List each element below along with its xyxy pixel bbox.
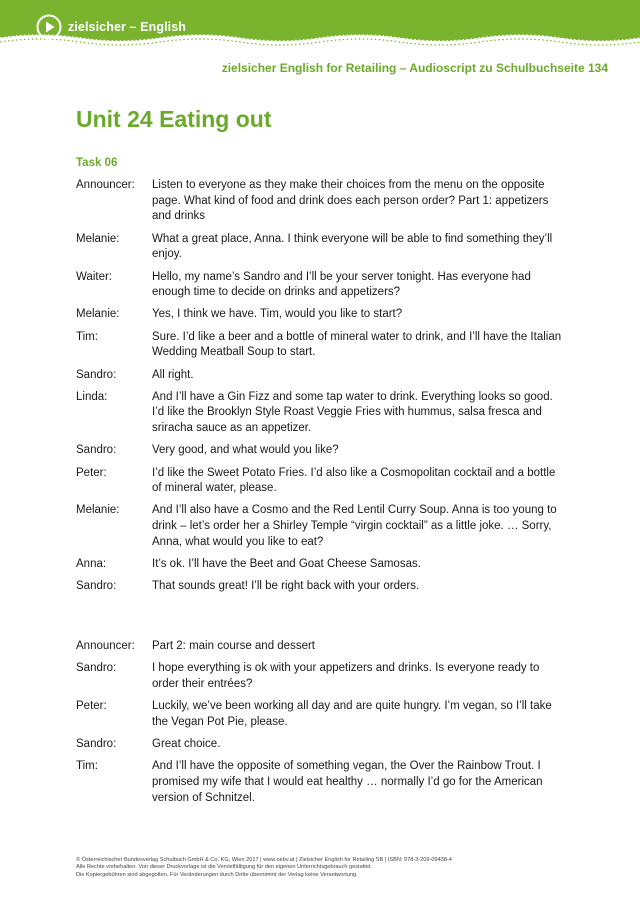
speaker-name: Sandro:: [76, 662, 117, 675]
speaker-name: Announcer:: [76, 179, 135, 191]
speaker-name: Melanie:: [76, 504, 120, 517]
dialogue-line: [76, 503, 566, 550]
dialogue-line: [76, 368, 566, 384]
logo: [36, 14, 186, 40]
speaker-name: Peter:: [76, 466, 107, 479]
speaker-text: Luckily, we’ve been working all day and are quite hungry. I’m vegan, so I’ll take the Vegan Pot Pie, please.: [152, 700, 552, 728]
header-banner: [0, 0, 640, 46]
footer-line: © Österreichischer Bundesverlag Schulbuch GmbH & Co. KG, Wien 2017 | www.oebv.at | Zielsicher English for Retailing SB | ISBN: 978-3-209-09438-4: [76, 857, 452, 863]
speaker-name: Sandro:: [76, 444, 117, 457]
speaker-name: Sandro:: [76, 368, 117, 381]
speaker-text: And I’ll have the opposite of something vegan, the Over the Rainbow Trout. I promised my wife that I would eat healthy … normally I’d go for the American version of Schnitzel.: [152, 760, 543, 804]
page-title: Unit 24 Eating out: [76, 106, 272, 132]
speaker-text: I’d like the Sweet Potato Fries. I’d also like a Cosmopolitan cocktail and a bottle of mineral water, please.: [152, 466, 556, 495]
speaker-text: Yes, I think we have. Tim, would you like to start?: [152, 308, 403, 321]
speaker-text: That sounds great! I’ll be right back with your orders.: [152, 580, 420, 593]
play-icon: [36, 14, 62, 40]
brand-name: zielsicher – English: [68, 20, 187, 34]
dialogue-line: [76, 579, 566, 595]
speaker-name: Waiter:: [76, 270, 112, 283]
dialogue-line: [76, 330, 566, 361]
dialogue-line: [76, 270, 566, 301]
speaker-name: Melanie:: [76, 308, 120, 321]
speaker-name: Anna:: [76, 558, 107, 571]
speaker-text: Part 2: main course and dessert: [152, 639, 315, 652]
dialogue-line: [76, 232, 566, 263]
speaker-text: Listen to everyone as they make their choices from the menu on the opposite page. What kind of food and drink does each person order? Part 1: appetizers and drinks: [152, 179, 549, 223]
speaker-text: Hello, my name’s Sandro and I’ll be your server tonight. Has everyone had enough time to decide on drinks and appetizers?: [152, 270, 531, 299]
speaker-text: And I’ll have a Gin Fizz and some tap water to drink. Everything looks so good. I’d like the Brooklyn Style Roast Veggie Fries with hummus, salsa fresca and sriracha sauce as an appetizer.: [152, 390, 553, 435]
speaker-name: Tim:: [76, 330, 98, 343]
dialogue: [76, 178, 566, 813]
speaker-text: Very good, and what would you like?: [152, 444, 339, 457]
speaker-name: Peter:: [76, 700, 107, 713]
speaker-name: Announcer:: [76, 639, 135, 652]
speaker-name: Melanie:: [76, 232, 120, 245]
speaker-text: And I’ll also have a Cosmo and the Red Lentil Curry Soup. Anna is too young to drink – let’s order her a Shirley Temple “virgin cocktail” as a little joke. … Sorry, Anna, what would you like to eat?: [152, 504, 557, 548]
dialogue-line: [76, 390, 566, 437]
speaker-text: All right.: [152, 368, 194, 381]
speaker-text: I hope everything is ok with your appetizers and drinks. Is everyone ready to order their entrées?: [152, 662, 540, 690]
speaker-name: Tim:: [76, 760, 98, 773]
footer-line: Die Kopiergebühren sind abgegolten. Für Veränderungen durch Dritte übernimmt der Verlag keine Verantwortung.: [76, 871, 358, 878]
dialogue-line: [76, 557, 566, 573]
dialogue-line: [76, 639, 566, 655]
dialogue-line: [76, 466, 566, 497]
dialogue-line: [76, 699, 566, 730]
speaker-text: What a great place, Anna. I think everyone will be able to find something they’ll enjoy.: [152, 232, 553, 261]
task-label: Task 06: [76, 157, 118, 169]
speaker-text: It’s ok. I’ll have the Beet and Goat Cheese Samosas.: [152, 558, 421, 571]
speaker-name: Sandro:: [76, 580, 117, 593]
dialogue-line: [76, 178, 566, 225]
dialogue-line: [76, 443, 566, 459]
page-subtitle: zielsicher English for Retailing – Audioscript zu Schulbuchseite 134: [221, 61, 608, 75]
footer: [76, 857, 596, 879]
dialogue-line: [76, 307, 566, 323]
dialogue-line: [76, 661, 566, 692]
dialogue-line: [76, 759, 566, 806]
footer-line: Alle Rechte vorbehalten. Von dieser Druckvorlage ist die Vervielfältigung für den eigenen Unterrichtsgebrauch gestattet.: [76, 864, 373, 871]
speaker-name: Linda:: [76, 390, 108, 403]
speaker-text: Sure. I’d like a beer and a bottle of mineral water to drink, and I’ll have the Italian Wedding Meatball Soup to start.: [152, 330, 562, 359]
dialogue-line: [76, 737, 566, 753]
speaker-name: Sandro:: [76, 737, 117, 750]
speaker-text: Great choice.: [152, 737, 221, 750]
